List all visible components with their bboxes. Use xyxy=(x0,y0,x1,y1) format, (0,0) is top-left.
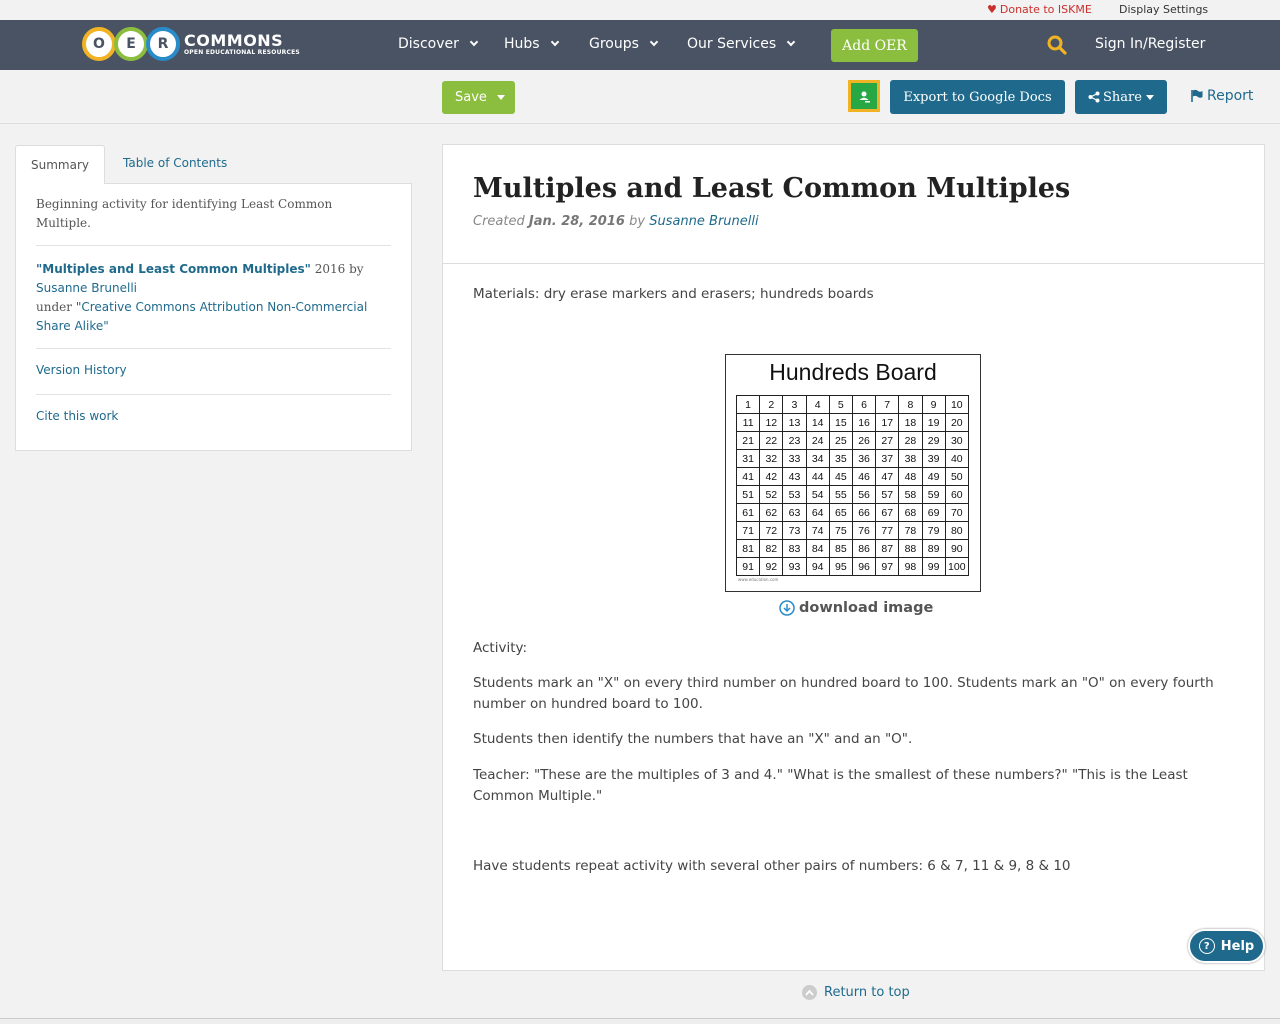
board-cell: 65 xyxy=(829,504,852,522)
donate-link[interactable] xyxy=(987,3,1092,16)
board-cell: 93 xyxy=(783,558,806,576)
board-cell: 34 xyxy=(806,450,829,468)
board-cell: 56 xyxy=(852,486,875,504)
board-cell: 37 xyxy=(876,450,899,468)
board-cell: 25 xyxy=(829,432,852,450)
board-cell: 79 xyxy=(922,522,945,540)
donate-label: Donate to ISKME xyxy=(999,3,1092,16)
add-oer-button[interactable]: Add OER xyxy=(831,29,918,62)
board-cell: 35 xyxy=(829,450,852,468)
board-cell: 66 xyxy=(852,504,875,522)
logo-letter-o: O xyxy=(82,27,116,61)
nav-discover-label: Discover xyxy=(398,36,459,52)
board-cell: 33 xyxy=(783,450,806,468)
arrow-up-icon xyxy=(802,985,817,1000)
board-cell: 76 xyxy=(852,522,875,540)
attribution-author-link[interactable]: Susanne Brunelli xyxy=(36,281,137,295)
board-cell: 17 xyxy=(876,414,899,432)
board-cell: 14 xyxy=(806,414,829,432)
chevron-down-icon xyxy=(550,38,558,46)
flag-icon xyxy=(1190,89,1204,103)
resource-description: Beginning activity for identifying Least Common Multiple. xyxy=(36,197,333,230)
logo-letter-r: R xyxy=(146,27,180,61)
search-icon[interactable] xyxy=(1047,35,1067,55)
export-google-docs-button[interactable]: Export to Google Docs xyxy=(890,80,1065,114)
board-cell: 46 xyxy=(852,468,875,486)
display-settings-link[interactable]: Display Settings xyxy=(1119,3,1209,16)
share-icon xyxy=(1088,91,1100,103)
board-cell: 100 xyxy=(945,558,968,576)
divider xyxy=(443,263,1264,264)
board-cell: 91 xyxy=(737,558,760,576)
return-to-top-label: Return to top xyxy=(824,985,910,1000)
attribution-year-by: 2016 by xyxy=(314,262,364,276)
board-cell: 22 xyxy=(760,432,783,450)
board-cell: 69 xyxy=(922,504,945,522)
author-link[interactable]: Susanne Brunelli xyxy=(649,214,759,229)
board-cell: 75 xyxy=(829,522,852,540)
board-cell: 62 xyxy=(760,504,783,522)
board-cell: 23 xyxy=(783,432,806,450)
board-cell: 53 xyxy=(783,486,806,504)
board-cell: 41 xyxy=(737,468,760,486)
board-cell: 31 xyxy=(737,450,760,468)
created-meta xyxy=(473,214,759,229)
board-cell: 44 xyxy=(806,468,829,486)
board-cell: 85 xyxy=(829,540,852,558)
created-label: Created xyxy=(473,214,525,229)
attribution-block xyxy=(36,260,386,336)
board-cell: 16 xyxy=(852,414,875,432)
board-cell: 39 xyxy=(922,450,945,468)
board-cell: 52 xyxy=(760,486,783,504)
repeat-activity-text: Have students repeat activity with several other pairs of numbers: 6 & 7, 11 & 9, 8 & 10 xyxy=(473,858,1071,874)
board-cell: 13 xyxy=(783,414,806,432)
board-cell: 95 xyxy=(829,558,852,576)
report-label: Report xyxy=(1207,88,1254,104)
board-cell: 42 xyxy=(760,468,783,486)
classroom-person-icon xyxy=(856,88,872,104)
board-cell: 45 xyxy=(829,468,852,486)
board-cell: 67 xyxy=(876,504,899,522)
hundreds-board-title: Hundreds Board xyxy=(769,359,937,385)
board-cell: 58 xyxy=(899,486,922,504)
divider xyxy=(36,348,391,349)
resource-content-panel xyxy=(442,144,1265,971)
download-label: download image xyxy=(799,600,934,616)
tab-table-of-contents[interactable]: Table of Contents xyxy=(123,156,228,170)
google-classroom-icon[interactable] xyxy=(848,80,880,112)
board-cell: 5 xyxy=(829,396,852,414)
oer-commons-logo[interactable] xyxy=(82,26,300,62)
board-cell: 60 xyxy=(945,486,968,504)
board-cell: 3 xyxy=(783,396,806,414)
page-title: Multiples and Least Common Multiples xyxy=(473,173,1071,204)
nav-our-services-label: Our Services xyxy=(687,36,777,52)
board-cell: 71 xyxy=(737,522,760,540)
sidebar-tabs xyxy=(15,145,412,184)
board-cell: 99 xyxy=(922,558,945,576)
board-cell: 10 xyxy=(945,396,968,414)
teacher-script: Teacher: "These are the multiples of 3 and 4." "What is the smallest of these numbers?" "This is the Least Common Multiple." xyxy=(473,767,1188,804)
materials-text: Materials: dry erase markers and erasers; hundreds boards xyxy=(473,286,874,302)
board-cell: 73 xyxy=(783,522,806,540)
board-cell: 1 xyxy=(737,396,760,414)
logo-brand: COMMONS xyxy=(184,30,284,50)
board-cell: 70 xyxy=(945,504,968,522)
main-navbar xyxy=(0,20,1280,70)
board-cell: 57 xyxy=(876,486,899,504)
caret-down-icon xyxy=(497,95,505,100)
board-cell: 32 xyxy=(760,450,783,468)
board-cell: 87 xyxy=(876,540,899,558)
board-cell: 55 xyxy=(829,486,852,504)
heart-icon: ♥ xyxy=(987,3,997,16)
board-cell: 92 xyxy=(760,558,783,576)
chevron-down-icon xyxy=(650,38,658,46)
download-icon xyxy=(779,600,795,616)
sign-in-register-link[interactable]: Sign In/Register xyxy=(1095,36,1206,52)
board-cell: 61 xyxy=(737,504,760,522)
attribution-under: under xyxy=(36,300,72,314)
board-cell: 78 xyxy=(899,522,922,540)
help-label: Help xyxy=(1220,938,1255,954)
board-cell: 26 xyxy=(852,432,875,450)
save-label: Save xyxy=(455,90,487,105)
board-cell: 88 xyxy=(899,540,922,558)
logo-tagline: OPEN EDUCATIONAL RESOURCES xyxy=(184,48,300,56)
nav-groups-label: Groups xyxy=(589,36,639,52)
board-cell: 81 xyxy=(737,540,760,558)
board-cell: 12 xyxy=(760,414,783,432)
license-link[interactable]: "Creative Commons Attribution Non-Commercial Share Alike" xyxy=(36,300,368,333)
share-button[interactable] xyxy=(1075,80,1167,114)
board-cell: 15 xyxy=(829,414,852,432)
board-cell: 68 xyxy=(899,504,922,522)
board-cell: 30 xyxy=(945,432,968,450)
board-cell: 7 xyxy=(876,396,899,414)
board-cell: 54 xyxy=(806,486,829,504)
caret-down-icon xyxy=(1146,95,1154,100)
by-label: by xyxy=(629,214,646,229)
board-cell: 51 xyxy=(737,486,760,504)
download-image-link[interactable] xyxy=(779,600,933,616)
board-cell: 94 xyxy=(806,558,829,576)
board-cell: 97 xyxy=(876,558,899,576)
board-cell: 2 xyxy=(760,396,783,414)
board-cell: 18 xyxy=(899,414,922,432)
board-cell: 47 xyxy=(876,468,899,486)
action-bar xyxy=(0,70,1280,124)
nav-hubs[interactable] xyxy=(504,36,558,52)
board-cell: 36 xyxy=(852,450,875,468)
board-cell: 49 xyxy=(922,468,945,486)
board-cell: 59 xyxy=(922,486,945,504)
board-cell: 29 xyxy=(922,432,945,450)
board-cell: 77 xyxy=(876,522,899,540)
activity-heading: Activity: xyxy=(473,640,528,656)
tab-summary[interactable]: Summary xyxy=(15,145,105,184)
board-cell: 8 xyxy=(899,396,922,414)
board-cell: 20 xyxy=(945,414,968,432)
nav-hubs-label: Hubs xyxy=(504,36,540,52)
activity-step-2: Students then identify the numbers that have an "X" and an "O". xyxy=(473,731,913,747)
summary-panel xyxy=(15,183,412,451)
board-cell: 9 xyxy=(922,396,945,414)
board-cell: 82 xyxy=(760,540,783,558)
logo-letter-e: E xyxy=(114,27,148,61)
board-cell: 96 xyxy=(852,558,875,576)
attribution-title-link[interactable]: "Multiples and Least Common Multiples" xyxy=(36,262,311,276)
board-cell: 19 xyxy=(922,414,945,432)
nav-our-services[interactable] xyxy=(687,36,794,52)
board-cell: 63 xyxy=(783,504,806,522)
save-button[interactable] xyxy=(442,81,515,114)
board-cell: 84 xyxy=(806,540,829,558)
divider xyxy=(36,245,391,246)
board-cell: 72 xyxy=(760,522,783,540)
cite-this-work-link[interactable]: Cite this work xyxy=(36,409,119,423)
share-label: Share xyxy=(1103,89,1142,105)
board-cell: 90 xyxy=(945,540,968,558)
board-cell: 98 xyxy=(899,558,922,576)
board-cell: 24 xyxy=(806,432,829,450)
board-cell: 83 xyxy=(783,540,806,558)
board-cell: 27 xyxy=(876,432,899,450)
board-cell: 6 xyxy=(852,396,875,414)
board-cell: 50 xyxy=(945,468,968,486)
nav-groups[interactable] xyxy=(589,36,657,52)
board-cell: 48 xyxy=(899,468,922,486)
footer-edge xyxy=(0,1018,1280,1024)
help-button[interactable] xyxy=(1188,929,1265,963)
board-cell: 40 xyxy=(945,450,968,468)
return-to-top-link[interactable] xyxy=(802,985,910,1000)
board-cell: 89 xyxy=(922,540,945,558)
utility-bar xyxy=(0,0,1280,20)
report-link[interactable] xyxy=(1190,88,1253,104)
board-cell: 43 xyxy=(783,468,806,486)
chevron-down-icon xyxy=(470,38,478,46)
chevron-down-icon xyxy=(787,38,795,46)
board-cell: 28 xyxy=(899,432,922,450)
divider xyxy=(36,394,391,395)
version-history-link[interactable]: Version History xyxy=(36,363,127,377)
board-cell: 4 xyxy=(806,396,829,414)
board-cell: 86 xyxy=(852,540,875,558)
nav-discover[interactable] xyxy=(398,36,477,52)
board-cell: 80 xyxy=(945,522,968,540)
created-date: Jan. 28, 2016 xyxy=(528,214,625,229)
board-cell: 64 xyxy=(806,504,829,522)
hundreds-board-image[interactable] xyxy=(725,354,981,592)
board-cell: 74 xyxy=(806,522,829,540)
board-cell: 38 xyxy=(899,450,922,468)
board-cell: 11 xyxy=(737,414,760,432)
hundreds-board-footer: www.education.com xyxy=(738,577,779,582)
hundreds-board-grid xyxy=(736,395,969,576)
activity-step-1: Students mark an "X" on every third number on hundred board to 100. Students mark an "O" on every fourth number on hundred board to 100. xyxy=(473,675,1214,712)
board-cell: 21 xyxy=(737,432,760,450)
question-icon: ? xyxy=(1199,938,1215,954)
